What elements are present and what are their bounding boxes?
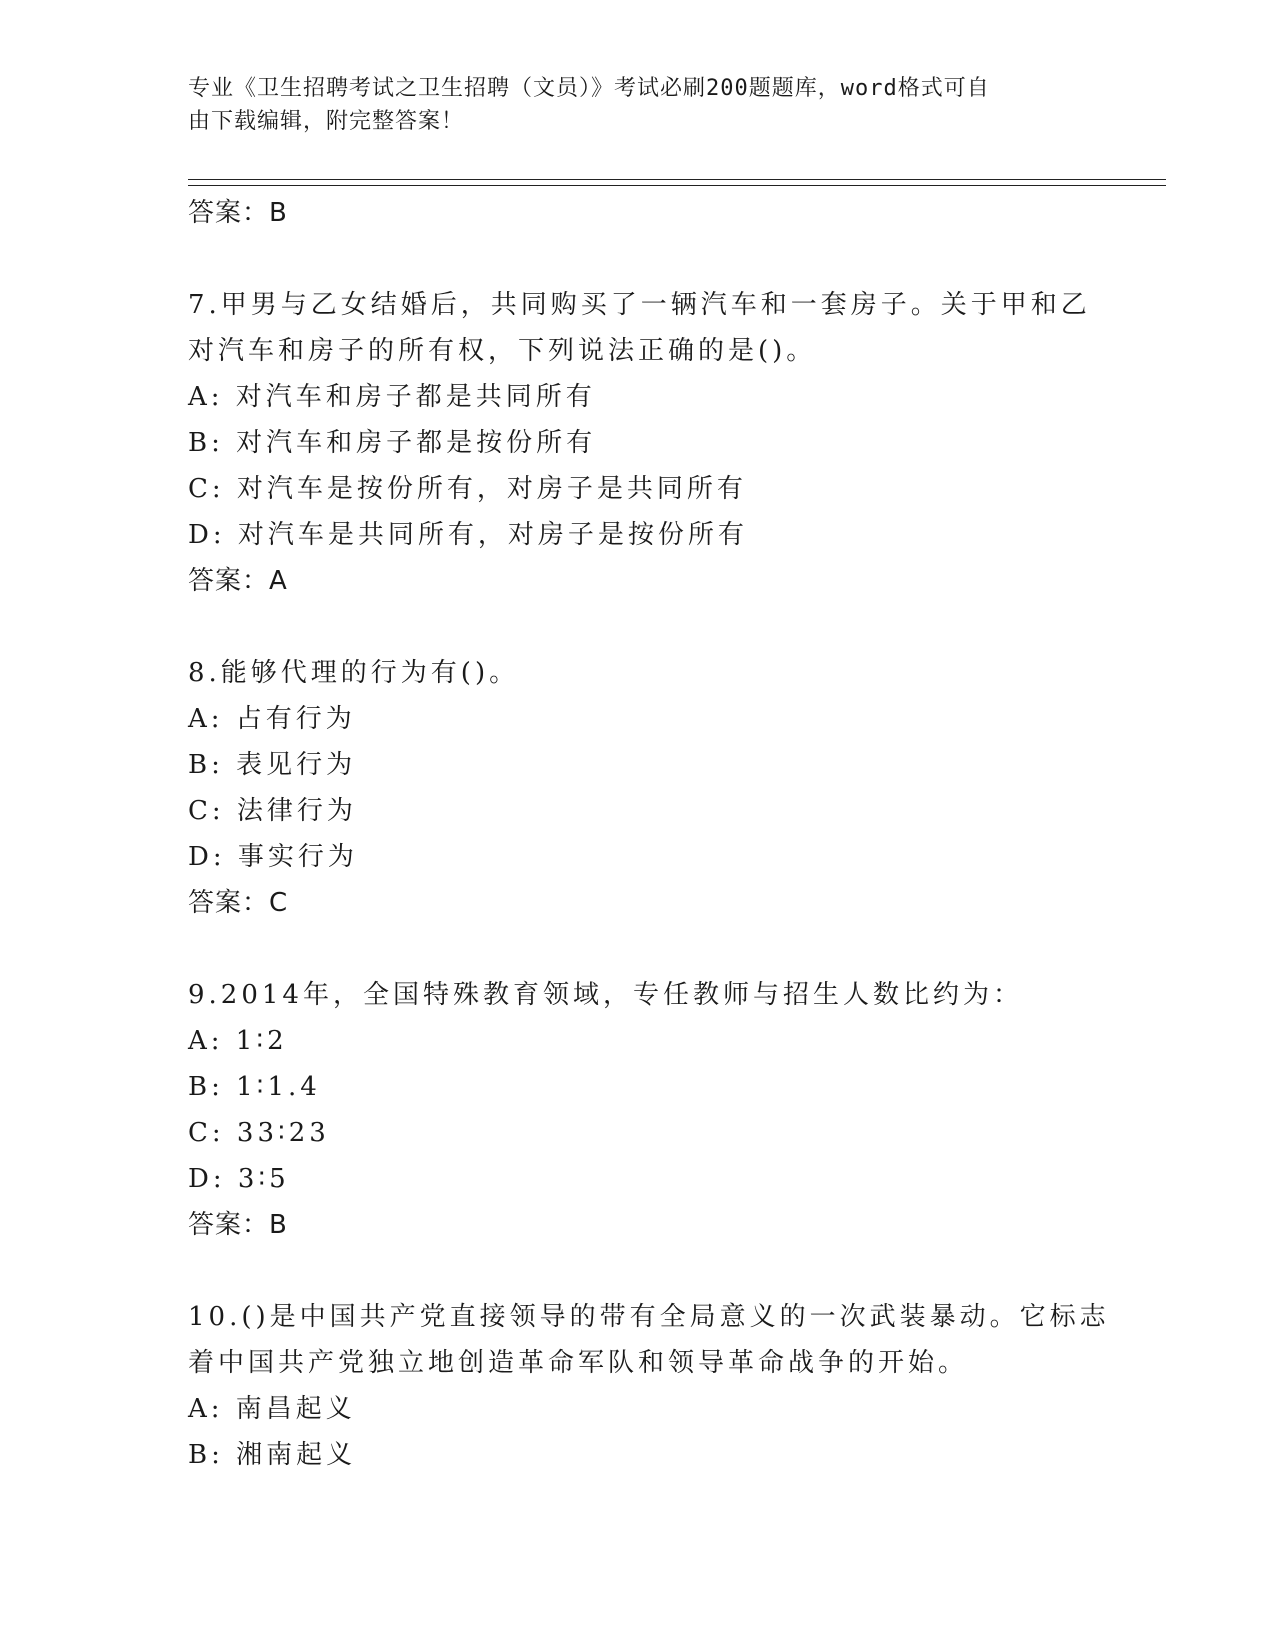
- option-d: D: 事实行为: [188, 842, 358, 872]
- option-a: A: 占有行为: [188, 704, 356, 734]
- question-list: [188, 190, 1110, 1478]
- option-c: C: 法律行为: [188, 796, 357, 826]
- option-a: A: 对汽车和房子都是共同所有: [188, 382, 596, 412]
- header-divider-bottom: [188, 185, 1166, 186]
- spacer: [188, 236, 1088, 282]
- option-b: B: 湘南起义: [188, 1440, 357, 1470]
- spacer: [188, 1248, 1088, 1294]
- document-header: [188, 72, 1088, 138]
- option-b: B: 对汽车和房子都是按份所有: [188, 428, 597, 458]
- question-text: 8.能够代理的行为有()。: [188, 658, 520, 688]
- spacer: [188, 604, 1088, 650]
- question-block-10: [188, 1294, 1110, 1478]
- option-c: C: 33∶23: [188, 1118, 330, 1148]
- option-b: B: 1∶1.4: [188, 1072, 321, 1102]
- question-text: 7.甲男与乙女结婚后，共同购买了一辆汽车和一套房子。关于甲和乙: [188, 290, 1091, 320]
- option-b: B: 表见行为: [188, 750, 357, 780]
- header-divider-top: [188, 179, 1166, 180]
- question-text: 对汽车和房子的所有权，下列说法正确的是()。: [188, 336, 817, 366]
- question-text: 9.2014年，全国特殊教育领域，专任教师与招生人数比约为：: [188, 980, 1023, 1010]
- header-line-2: 由下载编辑，附完整答案！: [188, 109, 465, 134]
- answer-line: 答案：A: [188, 566, 288, 596]
- spacer: [188, 926, 1088, 972]
- option-c: C: 对汽车是按份所有，对房子是共同所有: [188, 474, 747, 504]
- option-d: D: 3∶5: [188, 1164, 290, 1194]
- question-block-7: [188, 282, 1091, 604]
- option-d: D: 对汽车是共同所有，对房子是按份所有: [188, 520, 748, 550]
- question-text: 着中国共产党独立地创造革命军队和领导革命战争的开始。: [188, 1348, 969, 1378]
- question-block-9: [188, 972, 1088, 1248]
- answer-line: 答案：C: [188, 888, 289, 918]
- option-a: A: 南昌起义: [188, 1394, 356, 1424]
- answer-line: 答案：B: [188, 1210, 288, 1240]
- answer-line: 答案：B: [188, 198, 288, 228]
- question-text: 10.()是中国共产党直接领导的带有全局意义的一次武装暴动。它标志: [188, 1302, 1110, 1332]
- option-a: A: 1∶2: [188, 1026, 288, 1056]
- question-block-8: [188, 650, 1088, 926]
- header-line-1: 专业《卫生招聘考试之卫生招聘（文员）》考试必刷200题题库，word格式可自: [188, 76, 990, 101]
